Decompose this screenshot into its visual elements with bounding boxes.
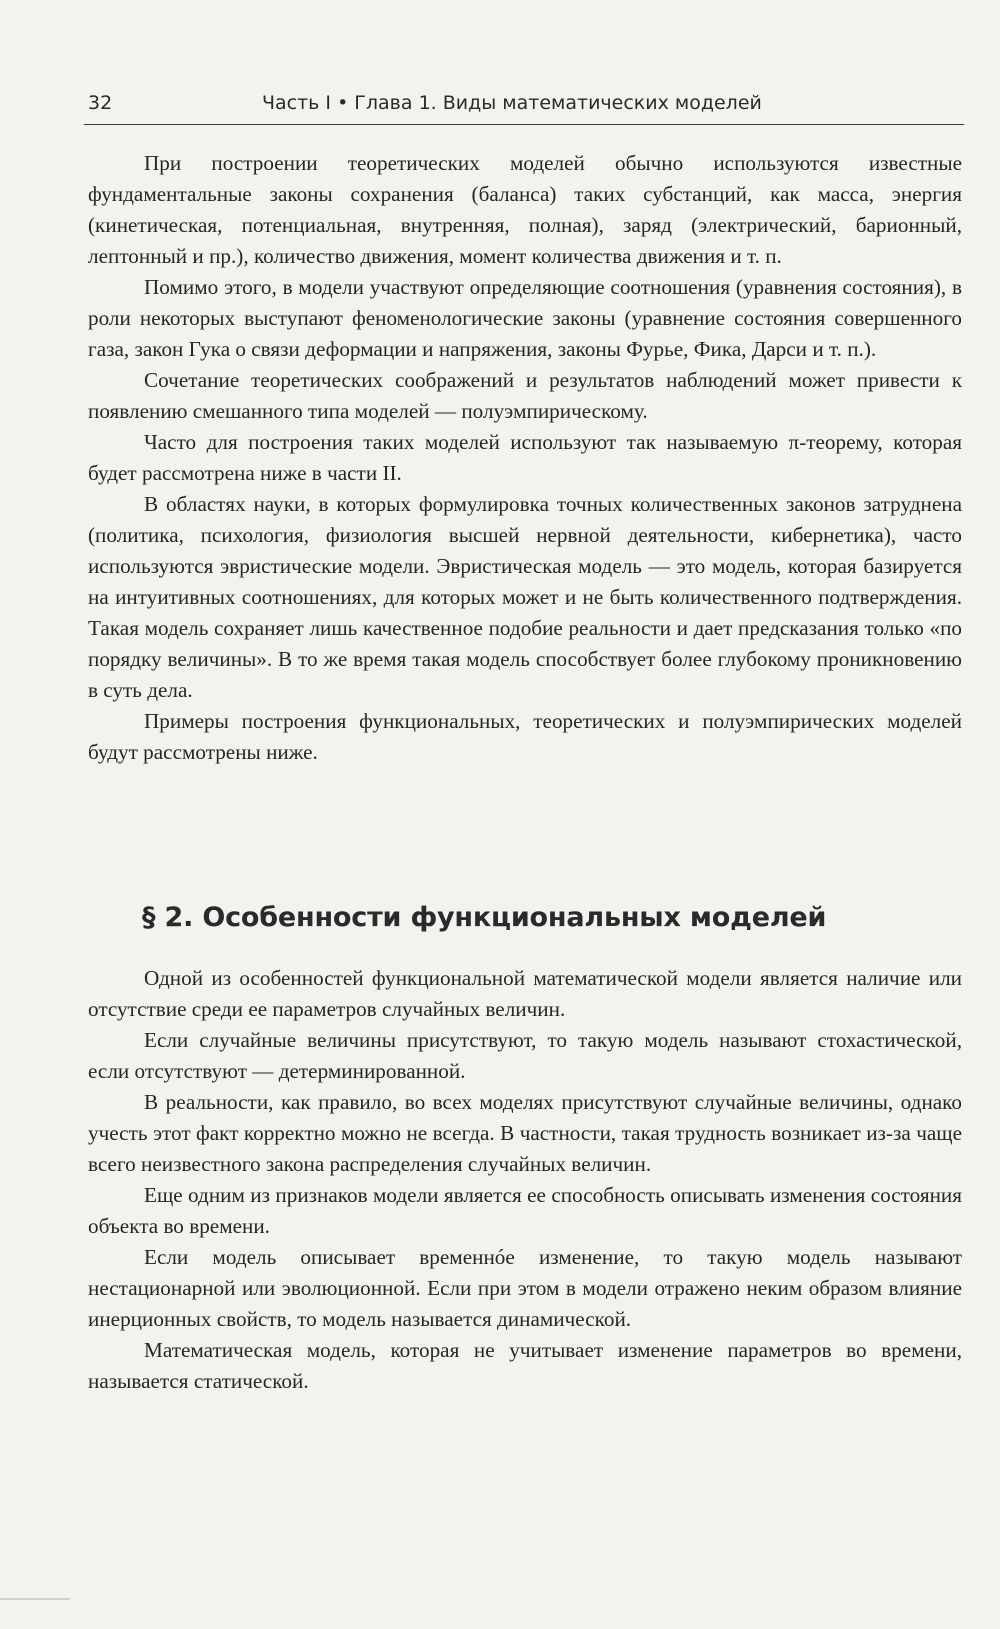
- paragraph-pi-theorem: [88, 427, 962, 489]
- running-title: Часть I • Глава 1. Виды математических моделей: [262, 92, 762, 114]
- paragraph: Еще одним из признаков модели является ее способность описывать изменения состояния объекта во времени.: [88, 1183, 962, 1238]
- paragraph: Примеры построения функциональных, теоретических и полуэмпирических моделей будут рассмотрены ниже.: [88, 709, 962, 764]
- paragraph: В реальности, как правило, во всех моделях присутствуют случайные величины, однако учесть этот факт корректно можно не всегда. В частности, такая трудность возникает из-за чаще всего неизвестного закона распределения случайных величин.: [88, 1090, 962, 1176]
- section-2-text: [88, 963, 962, 1397]
- scan-edge-mark: [0, 1598, 70, 1600]
- section-1-text: [88, 148, 962, 768]
- paragraph: В областях науки, в которых формулировка точных количественных законов затруднена (политика, психология, физиология высшей нервной деятельности, кибернетика), часто используются эвристические модели. Эвристическая модель — это модель, которая базируется на интуитивных соотношениях, для которых может и не быть количественного подтверждения. Такая модель сохраняет лишь качественное подобие реальности и дает предсказания только «по порядку величины». В то же время такая модель способствует более глубокому проникновению в суть дела.: [88, 492, 962, 702]
- paragraph: Сочетание теоретических соображений и результатов наблюдений может привести к появлению смешанного типа моделей — полуэмпирическому.: [88, 368, 962, 423]
- section-heading: § 2. Особенности функциональных моделей: [142, 902, 827, 933]
- paragraph-lead: Часто для построения таких моделей используют так называемую: [144, 430, 779, 454]
- paragraph: Математическая модель, которая не учитывает изменение параметров во времени, называется статической.: [88, 1338, 962, 1393]
- paragraph-tail: π-теорему, которая будет рассмотрена ниже в части II.: [88, 430, 963, 485]
- paragraph: Помимо этого, в модели участвуют определяющие соотношения (уравнения состояния), в роли некоторых выступают феноменологические законы (уравнение состояния совершенного газа, закон Гука о связи деформации и напряжения, законы Фурье, Фика, Дарси и т. п.).: [88, 275, 962, 361]
- paragraph: Если случайные величины присутствуют, то такую модель называют стохастической, если отсутствуют — детерминированной.: [88, 1028, 962, 1083]
- paragraph: Если модель описывает временнóе изменение, то такую модель называют нестационарной или эволюционной. Если при этом в модели отражено неким образом влияние инерционных свойств, то модель называется динамической.: [88, 1245, 962, 1331]
- paragraph: Одной из особенностей функциональной математической модели является наличие или отсутствие среди ее параметров случайных величин.: [88, 966, 962, 1021]
- paragraph: При построении теоретических моделей обычно используются известные фундаментальные законы сохранения (баланса) таких субстанций, как масса, энергия (кинетическая, потенциальная, внутренняя, полная), заряд (электрический, барионный, лептонный и пр.), количество движения, момент количества движения и т. п.: [88, 151, 962, 268]
- page-number: 32: [88, 92, 113, 114]
- running-header: [84, 90, 964, 125]
